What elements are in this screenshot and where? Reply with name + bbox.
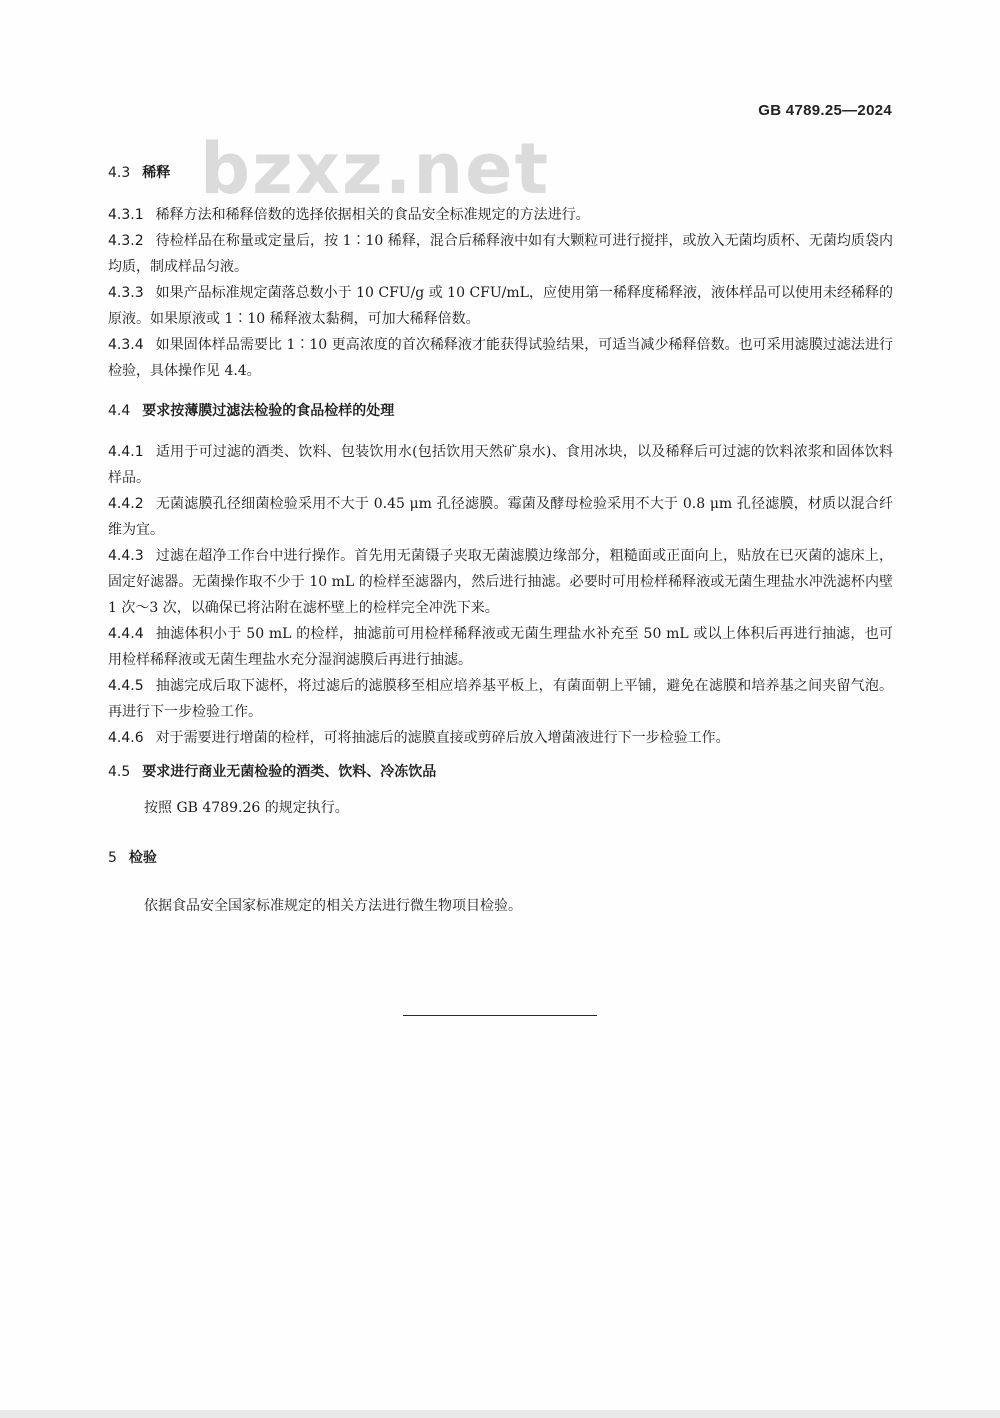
clause-4-3-4 bbox=[108, 332, 893, 384]
section-title: 稀释 bbox=[142, 165, 171, 181]
clause-text: 过滤在超净工作台中进行操作。首先用无菌镊子夹取无菌滤膜边缘部分，粗糙面或正面向上，贴放在已灭菌的滤床上，固定好滤器。无菌操作取不少于 10 mL 的检样至滤器内，然后进行抽滤。必要时可用检样稀释液或无菌生理盐水冲洗滤杯内壁 1 次～3 次，以确保已将沾附在滤杯壁上的检样完全冲洗下来。 bbox=[108, 548, 893, 616]
clause-4-4-3 bbox=[108, 543, 893, 621]
section-title: 要求进行商业无菌检验的酒类、饮料、冷冻饮品 bbox=[142, 764, 437, 780]
section-number: 5 bbox=[108, 850, 117, 866]
clause-number: 4.3.3 bbox=[108, 285, 144, 301]
clause-number: 4.4.2 bbox=[108, 496, 144, 512]
clause-text: 稀释方法和稀释倍数的选择依据相关的食品安全标准规定的方法进行。 bbox=[155, 207, 590, 223]
section-heading-5 bbox=[108, 847, 893, 869]
section-number: 4.5 bbox=[108, 764, 131, 780]
section-heading-4-3 bbox=[108, 162, 893, 184]
clause-number: 4.3.4 bbox=[108, 337, 144, 353]
clause-4-4-4 bbox=[108, 621, 893, 673]
clause-text: 对于需要进行增菌的检样，可将抽滤后的滤膜直接或剪碎后放入增菌液进行下一步检验工作。 bbox=[155, 730, 730, 746]
clause-text: 如果产品标准规定菌落总数小于 10 CFU/g 或 10 CFU/mL，应使用第一稀释度稀释液，液体样品可以使用未经稀释的原液。如果原液或 1∶10 稀释液太黏稠，可加大稀释倍数。 bbox=[108, 285, 893, 327]
clause-text: 抽滤体积小于 50 mL 的检样，抽滤前可用检样稀释液或无菌生理盐水补充至 50 mL 或以上体积后再进行抽滤，也可用检样稀释液或无菌生理盐水充分湿润滤膜后再进行抽滤。 bbox=[108, 626, 893, 668]
section-number: 4.3 bbox=[108, 165, 131, 181]
clause-4-3-3 bbox=[108, 280, 893, 332]
section-body-4-5: 按照 GB 4789.26 的规定执行。 bbox=[144, 800, 349, 816]
clause-number: 4.4.1 bbox=[108, 444, 144, 460]
section-heading-4-4 bbox=[108, 400, 893, 422]
clause-text: 抽滤完成后取下滤杯，将过滤后的滤膜移至相应培养基平板上，有菌面朝上平铺，避免在滤膜和培养基之间夹留气泡。再进行下一步检验工作。 bbox=[108, 678, 893, 720]
clause-text: 如果固体样品需要比 1∶10 更高浓度的首次稀释液才能获得试验结果，可适当减少稀释倍数。也可采用滤膜过滤法进行检验，具体操作见 4.4。 bbox=[108, 337, 893, 379]
end-of-document-rule bbox=[403, 1015, 597, 1016]
document-code: GB 4789.25—2024 bbox=[758, 102, 892, 119]
clause-4-4-5 bbox=[108, 673, 893, 725]
clause-4-3-2 bbox=[108, 228, 893, 280]
clause-number: 4.4.6 bbox=[108, 730, 144, 746]
clause-number: 4.4.4 bbox=[108, 626, 144, 642]
clause-4-4-1 bbox=[108, 439, 893, 491]
section-title: 检验 bbox=[128, 850, 157, 866]
section-number: 4.4 bbox=[108, 403, 131, 419]
clause-text: 待检样品在称量或定量后，按 1∶10 稀释，混合后稀释液中如有大颗粒可进行搅拌，或放入无菌均质杯、无菌均质袋内均质，制成样品匀液。 bbox=[108, 233, 893, 275]
clause-text: 无菌滤膜孔径细菌检验采用不大于 0.45 μm 孔径滤膜。霉菌及酵母检验采用不大于 0.8 μm 孔径滤膜，材质以混合纤维为宜。 bbox=[108, 496, 893, 538]
section-body-5: 依据食品安全国家标准规定的相关方法进行微生物项目检验。 bbox=[144, 898, 522, 914]
section-title: 要求按薄膜过滤法检验的食品检样的处理 bbox=[142, 403, 395, 419]
clause-text: 适用于可过滤的酒类、饮料、包装饮用水(包括饮用天然矿泉水)、食用冰块，以及稀释后可过滤的饮料浓浆和固体饮料样品。 bbox=[108, 444, 893, 486]
section-heading-4-5 bbox=[108, 761, 893, 783]
clause-4-4-6 bbox=[108, 725, 893, 751]
watermark: bzxz.net bbox=[200, 128, 551, 210]
clause-number: 4.3.2 bbox=[108, 233, 144, 249]
clause-number: 4.4.3 bbox=[108, 548, 144, 564]
document-body bbox=[108, 162, 893, 919]
clause-number: 4.4.5 bbox=[108, 678, 144, 694]
clause-number: 4.3.1 bbox=[108, 207, 144, 223]
clause-4-4-2 bbox=[108, 491, 893, 543]
page-bottom-edge bbox=[0, 1410, 1000, 1418]
clause-4-3-1 bbox=[108, 202, 893, 228]
